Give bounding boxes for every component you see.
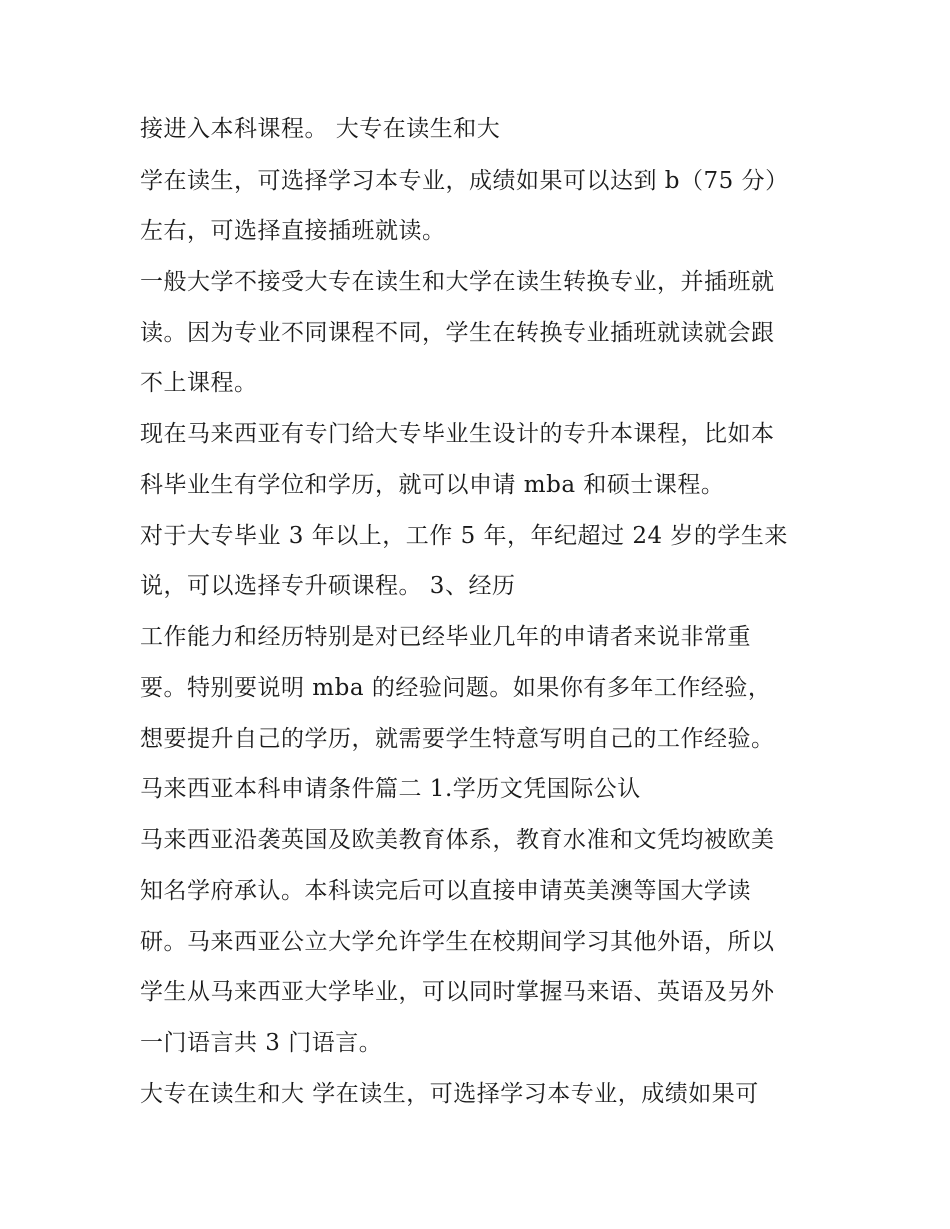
text-line: 读。因为专业不同课程不同，学生在转换专业插班就读就会跟 [140,320,775,346]
text-line: 马来西亚本科申请条件篇二 1.学历文凭国际公认 [140,776,641,802]
text-line: 现在马来西亚有专门给大专毕业生设计的专升本课程，比如本 [140,421,775,447]
text-line: 工作能力和经历特别是对已经毕业几年的申请者来说非常重 [140,624,751,650]
text-line: 马来西亚沿袭英国及欧美教育体系，教育水准和文凭均被欧美 [140,827,775,853]
text-line: 研。马来西亚公立大学允许学生在校期间学习其他外语，所以 [140,929,775,955]
text-line: 科毕业生有学位和学历，就可以申请 mba 和硕士课程。 [140,472,725,498]
text-line: 想要提升自己的学历，就需要学生特意写明自己的工作经验。 [140,726,775,752]
text-line: 大专在读生和大 学在读生，可选择学习本专业，成绩如果可 [140,1081,759,1107]
text-line: 一门语言共 3 门语言。 [140,1030,383,1056]
text-line: 左右，可选择直接插班就读。 [140,218,446,244]
text-line: 学生从马来西亚大学毕业，可以同时掌握马来语、英语及另外 [140,979,775,1005]
text-line: 接进入本科课程。 大专在读生和大 [140,116,501,142]
text-line: 说，可以选择专升硕课程。 3、经历 [140,573,516,599]
text-line: 不上课程。 [140,370,258,396]
text-line: 对于大专毕业 3 年以上，工作 5 年，年纪超过 24 岁的学生来 [140,523,788,549]
text-line: 学在读生，可选择学习本专业，成绩如果可以达到 b（75 分） [140,168,789,194]
text-line: 一般大学不接受大专在读生和大学在读生转换专业，并插班就 [140,269,775,295]
text-line: 知名学府承认。本科读完后可以直接申请英美澳等国大学读 [140,878,751,904]
text-line: 要。特别要说明 mba 的经验问题。如果你有多年工作经验， [140,675,772,701]
